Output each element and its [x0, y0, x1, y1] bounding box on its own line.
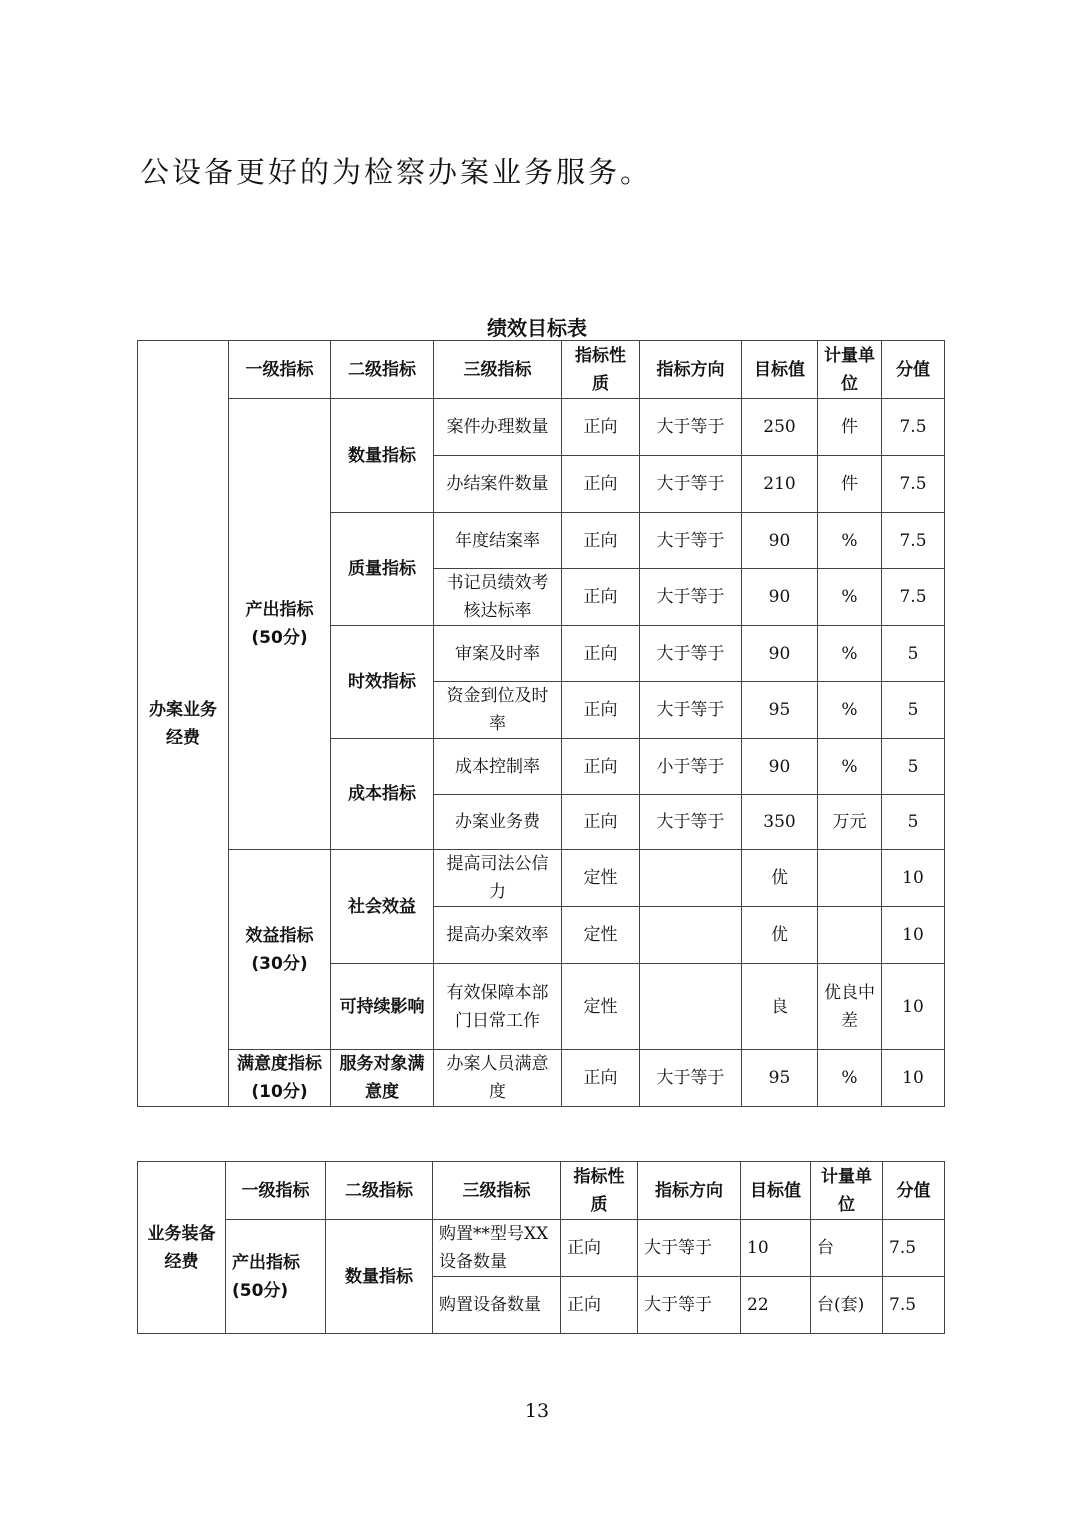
nature-cell: 正向	[562, 682, 640, 739]
header-unit: 计量单位	[811, 1162, 883, 1220]
level2-quantity: 数量指标	[331, 399, 434, 513]
intro-paragraph: 公设备更好的为检察办案业务服务。	[140, 155, 653, 189]
indicator-cell: 办案业务费	[434, 795, 562, 850]
direction-cell: 大于等于	[638, 1277, 741, 1334]
page-number: 13	[524, 1400, 550, 1422]
category-cell: 办案业务经费	[138, 341, 229, 1107]
direction-cell: 大于等于	[640, 399, 742, 456]
target-cell: 良	[742, 964, 818, 1050]
table-row	[138, 850, 945, 907]
score-cell: 7.5	[883, 1220, 945, 1277]
indicator-cell: 案件办理数量	[434, 399, 562, 456]
score-cell: 10	[882, 907, 945, 964]
indicator-cell: 年度结案率	[434, 513, 562, 569]
header-target: 目标值	[742, 341, 818, 399]
target-cell: 优	[742, 907, 818, 964]
score-cell: 10	[882, 850, 945, 907]
category-cell: 业务装备经费	[138, 1162, 226, 1334]
target-cell: 90	[742, 569, 818, 626]
unit-cell: 台	[811, 1220, 883, 1277]
score-cell: 5	[882, 739, 945, 795]
score-cell: 5	[882, 795, 945, 850]
target-cell: 22	[741, 1277, 811, 1334]
indicator-cell: 办案人员满意度	[434, 1050, 562, 1107]
direction-cell: 大于等于	[640, 569, 742, 626]
unit-cell: 万元	[818, 795, 882, 850]
unit-cell: 优良中差	[818, 964, 882, 1050]
unit-cell: %	[818, 682, 882, 739]
header-score: 分值	[882, 341, 945, 399]
direction-cell: 大于等于	[640, 1050, 742, 1107]
direction-cell: 大于等于	[640, 795, 742, 850]
score-cell: 10	[882, 964, 945, 1050]
performance-table-case-funding	[137, 340, 945, 1107]
score-cell: 7.5	[882, 569, 945, 626]
unit-cell	[818, 907, 882, 964]
level1-benefit: 效益指标(30分)	[229, 850, 331, 1050]
nature-cell: 正向	[562, 739, 640, 795]
direction-cell: 大于等于	[640, 682, 742, 739]
header-target: 目标值	[741, 1162, 811, 1220]
indicator-cell: 资金到位及时率	[434, 682, 562, 739]
score-cell: 10	[882, 1050, 945, 1107]
target-cell: 95	[742, 682, 818, 739]
direction-cell: 大于等于	[638, 1220, 741, 1277]
header-level3: 三级指标	[433, 1162, 561, 1220]
direction-cell: 大于等于	[640, 513, 742, 569]
nature-cell: 正向	[562, 626, 640, 682]
target-cell: 90	[742, 513, 818, 569]
level1-output: 产出指标(50分)	[229, 399, 331, 850]
table-caption: 绩效目标表	[487, 316, 587, 340]
header-level2: 二级指标	[331, 341, 434, 399]
table-row	[138, 1050, 945, 1107]
level2-timeliness: 时效指标	[331, 626, 434, 739]
indicator-cell: 购置设备数量	[433, 1277, 561, 1334]
unit-cell: %	[818, 569, 882, 626]
direction-cell	[640, 964, 742, 1050]
nature-cell: 定性	[562, 850, 640, 907]
unit-cell: %	[818, 626, 882, 682]
target-cell: 90	[742, 739, 818, 795]
indicator-cell: 成本控制率	[434, 739, 562, 795]
level2-service-satisfaction: 服务对象满意度	[331, 1050, 434, 1107]
nature-cell: 正向	[562, 795, 640, 850]
header-score: 分值	[883, 1162, 945, 1220]
target-cell: 10	[741, 1220, 811, 1277]
score-cell: 7.5	[882, 399, 945, 456]
score-cell: 7.5	[882, 456, 945, 513]
target-cell: 90	[742, 626, 818, 682]
score-cell: 5	[882, 626, 945, 682]
indicator-cell: 购置**型号XX设备数量	[433, 1220, 561, 1277]
unit-cell: %	[818, 513, 882, 569]
level1-output: 产出指标(50分)	[226, 1220, 326, 1334]
unit-cell: 台(套)	[811, 1277, 883, 1334]
score-cell: 7.5	[882, 513, 945, 569]
nature-cell: 正向	[562, 1050, 640, 1107]
header-level1: 一级指标	[226, 1162, 326, 1220]
level2-social: 社会效益	[331, 850, 434, 964]
header-row	[138, 1162, 945, 1220]
header-direction: 指标方向	[638, 1162, 741, 1220]
header-level3: 三级指标	[434, 341, 562, 399]
direction-cell	[640, 850, 742, 907]
nature-cell: 正向	[562, 569, 640, 626]
header-unit: 计量单位	[818, 341, 882, 399]
nature-cell: 定性	[562, 964, 640, 1050]
unit-cell: 件	[818, 399, 882, 456]
indicator-cell: 书记员绩效考核达标率	[434, 569, 562, 626]
header-level1: 一级指标	[229, 341, 331, 399]
indicator-cell: 有效保障本部门日常工作	[434, 964, 562, 1050]
score-cell: 5	[882, 682, 945, 739]
unit-cell: %	[818, 1050, 882, 1107]
target-cell: 优	[742, 850, 818, 907]
level2-cost: 成本指标	[331, 739, 434, 850]
table-row	[138, 399, 945, 456]
header-nature: 指标性质	[562, 341, 640, 399]
direction-cell: 大于等于	[640, 626, 742, 682]
nature-cell: 正向	[562, 399, 640, 456]
target-cell: 210	[742, 456, 818, 513]
direction-cell: 小于等于	[640, 739, 742, 795]
nature-cell: 正向	[561, 1277, 638, 1334]
indicator-cell: 提高司法公信力	[434, 850, 562, 907]
level2-sustainability: 可持续影响	[331, 964, 434, 1050]
indicator-cell: 审案及时率	[434, 626, 562, 682]
header-nature: 指标性质	[561, 1162, 638, 1220]
nature-cell: 正向	[561, 1220, 638, 1277]
header-row	[138, 341, 945, 399]
target-cell: 95	[742, 1050, 818, 1107]
target-cell: 250	[742, 399, 818, 456]
indicator-cell: 办结案件数量	[434, 456, 562, 513]
score-cell: 7.5	[883, 1277, 945, 1334]
unit-cell: 件	[818, 456, 882, 513]
header-level2: 二级指标	[326, 1162, 433, 1220]
indicator-cell: 提高办案效率	[434, 907, 562, 964]
level1-satisfaction: 满意度指标(10分)	[229, 1050, 331, 1107]
target-cell: 350	[742, 795, 818, 850]
performance-table-equipment-funding	[137, 1161, 945, 1334]
nature-cell: 正向	[562, 456, 640, 513]
nature-cell: 正向	[562, 513, 640, 569]
unit-cell: %	[818, 739, 882, 795]
level2-quality: 质量指标	[331, 513, 434, 626]
header-direction: 指标方向	[640, 341, 742, 399]
unit-cell	[818, 850, 882, 907]
direction-cell	[640, 907, 742, 964]
table-row	[138, 1220, 945, 1277]
nature-cell: 定性	[562, 907, 640, 964]
direction-cell: 大于等于	[640, 456, 742, 513]
level2-quantity: 数量指标	[326, 1220, 433, 1334]
